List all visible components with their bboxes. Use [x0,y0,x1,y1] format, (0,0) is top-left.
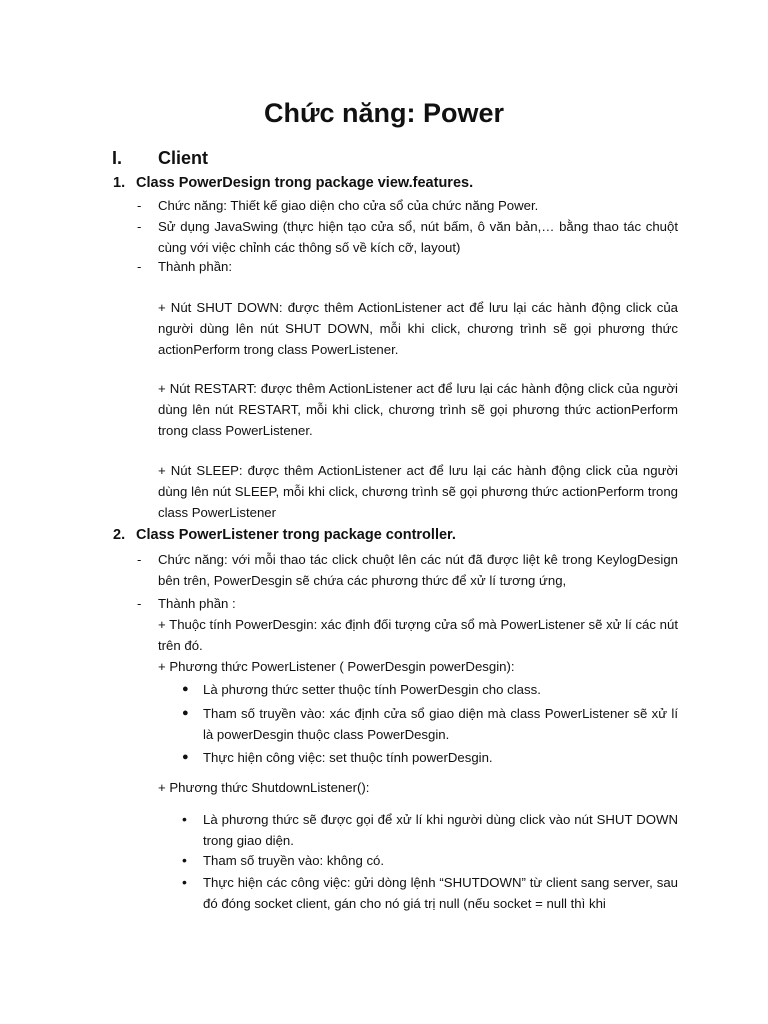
subsection-title: Class PowerDesign trong package view.features. [136,175,474,191]
dash-item: Sử dụng JavaSwing (thực hiện tạo cửa sổ, nút bấm, ô văn bản,… bằng thao tác chuột cùng với việc chỉnh các thông số về kích cỡ, layout) [158,219,678,255]
dash-item: Chức năng: Thiết kế giao diện cho cửa sổ của chức năng Power. [158,198,539,213]
method-heading-shutdownlistener: + Phương thức ShutdownListener(): [158,780,370,795]
dash-marker: - [137,596,142,611]
bullet-item: Thực hiện công việc: set thuộc tính powerDesgin. [203,750,493,765]
subsection-number: 1. [113,175,126,191]
bullet-marker: • [182,811,187,827]
dash-marker: - [137,198,142,213]
bullet-marker: ● [182,751,189,763]
section-number: I. [112,148,123,168]
bullet-marker: ● [182,683,189,695]
bullet-item: Thực hiện các công việc: gửi dòng lệnh “SHUTDOWN” từ client sang server, sau đó đóng socket client, gán cho nó giá trị null (nếu socket = null thì khi [203,875,678,911]
paragraph-restart-button: + Nút RESTART: được thêm ActionListener act để lưu lại các hành động click của người dùng lên nút RESTART, mỗi khi click, chương trình sẽ gọi phương thức actionPerform trong class PowerListener. [158,381,678,438]
bullet-item: Tham số truyền vào: xác định cửa sổ giao diện mà class PowerListener sẽ xử lí là powerDesgin thuộc class PowerDesgin. [203,706,678,742]
bullet-marker: ● [182,707,189,719]
section-heading-client [112,146,208,170]
subsection-heading-2 [113,525,456,545]
paragraph-shutdown-button: + Nút SHUT DOWN: được thêm ActionListener act để lưu lại các hành động click của người dùng lên nút SHUT DOWN, mỗi khi click, chương trình sẽ gọi phương thức actionPerform trong class PowerListener. [158,300,678,357]
method-heading-powerlistener: + Phương thức PowerListener ( PowerDesgin powerDesgin): [158,659,515,674]
bullet-marker: • [182,852,187,868]
dash-marker: - [137,552,142,567]
paragraph-sleep-button: + Nút SLEEP: được thêm ActionListener act để lưu lại các hành động click của người dùng lên nút SLEEP, mỗi khi click, chương trình sẽ gọi phương thức actionPerform trong class PowerListener [158,463,678,520]
property-description: + Thuộc tính PowerDesgin: xác định đối tượng cửa sổ mà PowerListener sẽ xử lí các nút trên đó. [158,617,678,653]
bullet-item: Tham số truyền vào: không có. [203,853,385,868]
dash-marker: - [137,259,142,274]
dash-item: Chức năng: với mỗi thao tác click chuột lên các nút đã được liệt kê trong KeylogDesign bên trên, PowerDesgin sẽ chứa các phương thức để xử lí tương ứng, [158,552,678,588]
section-title: Client [158,148,209,168]
bullet-item: Là phương thức setter thuộc tính PowerDesgin cho class. [203,682,541,697]
bullet-item: Là phương thức sẽ được gọi để xử lí khi người dùng click vào nút SHUT DOWN trong giao diện. [203,812,678,848]
dash-item: Thành phần : [158,596,236,611]
dash-marker: - [137,219,142,234]
subsection-number: 2. [113,527,126,543]
subsection-title: Class PowerListener trong package controller. [136,527,456,543]
page-title: Chức năng: Power [263,98,505,128]
bullet-marker: • [182,874,187,890]
subsection-heading-1 [113,173,473,193]
dash-item: Thành phần: [158,259,233,274]
